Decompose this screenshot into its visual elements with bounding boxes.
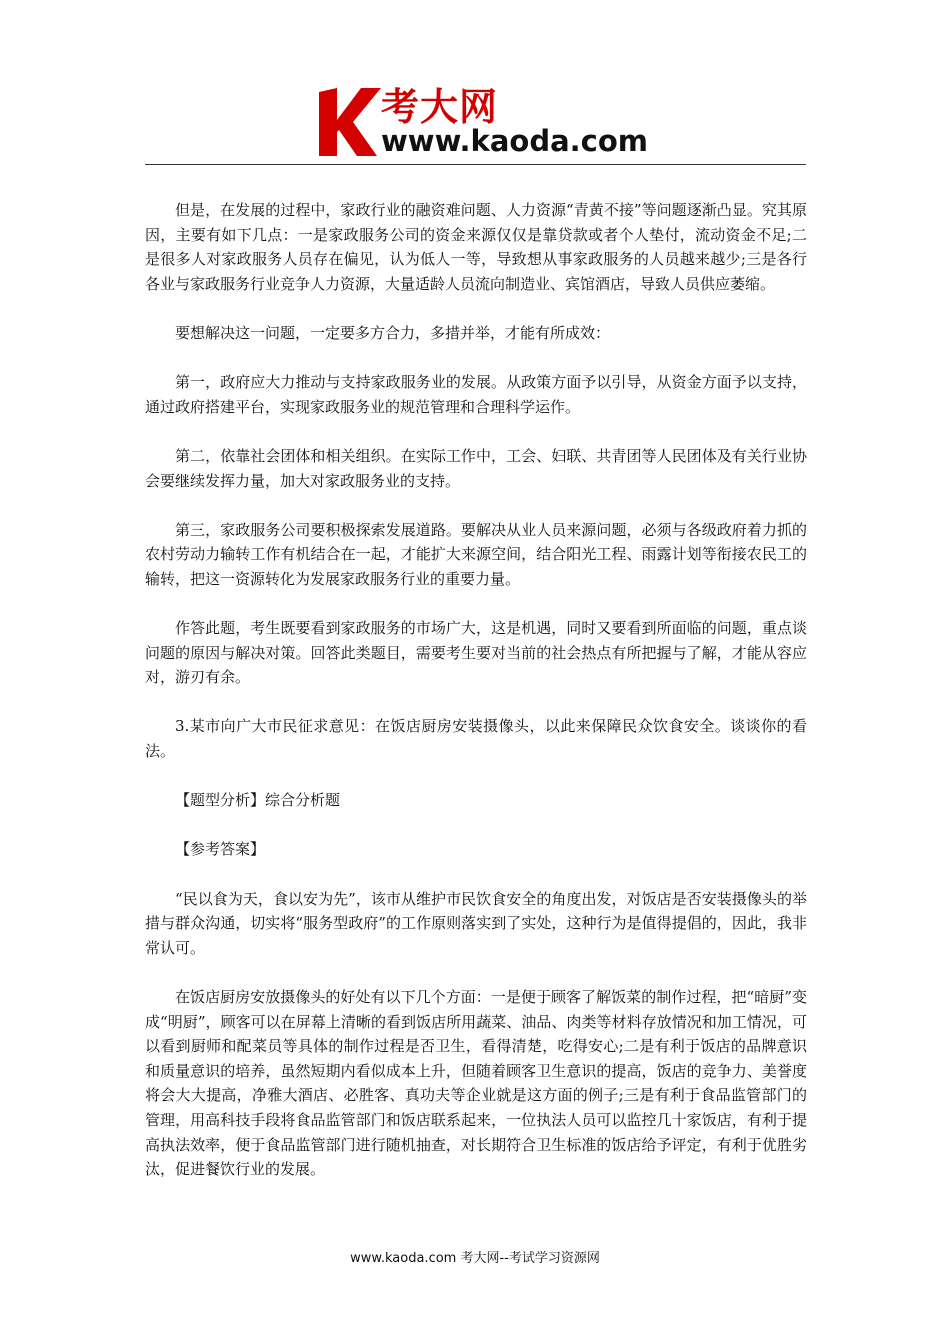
reference-answer-label: 【参考答案】 (175, 840, 266, 859)
paragraph: 作答此题，考生既要看到家政服务的市场广大，这是机遇，同时又要看到所面临的问题，重点谈问题的原因与解决对策。回答此类题目，需要考生要对当前的社会热点有所把握与了解，才能从容应对，游刃有余。 (145, 619, 807, 687)
k-logo-icon (315, 74, 385, 160)
site-logo[interactable] (315, 74, 648, 160)
paragraph: “民以食为天，食以安为先”，该市从维护市民饮食安全的角度出发，对饭店是否安装摄像头的举措与群众沟通，切实将“服务型政府”的工作原则落实到了实处，这种行为是值得提倡的，因此，我非常认可。 (145, 889, 807, 957)
paragraph: 第三，家政服务公司要积极探索发展道路。要解决从业人员来源问题，必须与各级政府着力抓的农村劳动力输转工作有机结合在一起，才能扩大来源空间，结合阳光工程、雨露计划等衔接农民工的输转，把这一资源转化为发展家政服务行业的重要力量。 (145, 520, 807, 588)
paragraph: 在饭店厨房安放摄像头的好处有以下几个方面：一是便于顾客了解饭菜的制作过程，把“暗厨”变成“明厨”，顾客可以在屏幕上清晰的看到饭店所用蔬菜、油品、肉类等材料存放情况和加工情况，可以看到厨师和配菜员等具体的制作过程是否卫生，看得清楚，吃得安心;二是有利于饭店的品牌意识和质量意识的培养，虽然短期内看似成本上升，但随着顾客卫生意识的提高，饭店的竞争力、美誉度将会大大提高，净雅大酒店、必胜客、真功夫等企业就是这方面的例子;三是有利于食品监管部门的管理，用高科技手段将食品监管部门和饭店联系起来，一位执法人员可以监控几十家饭店，有利于提高执法效率，便于食品监管部门进行随机抽查，对长期符合卫生标准的饭店给予评定，有利于优胜劣汰，促进餐饮行业的发展。 (145, 988, 807, 1179)
logo-chinese-name: 考大网 (381, 85, 499, 129)
question-type-label: 【题型分析】综合分析题 (175, 791, 341, 810)
header-divider (145, 164, 806, 165)
paragraph: 但是，在发展的过程中，家政行业的融资难问题、人力资源“青黄不接”等问题逐渐凸显。究其原因，主要有如下几点：一是家政服务公司的资金来源仅仅是靠贷款或者个人垫付，流动资金不足;二是很多人对家政服务人员存在偏见，认为低人一等，导致想从事家政服务的人员越来越少;三是各行各业与家政服务行业竞争人力资源，大量适龄人员流向制造业、宾馆酒店，导致人员供应萎缩。 (145, 201, 807, 293)
paragraph: 第一，政府应大力推动与支持家政服务业的发展。从政策方面予以引导，从资金方面予以支持，通过政府搭建平台，实现家政服务业的规范管理和合理科学运作。 (145, 373, 807, 416)
paragraph: 第二，依靠社会团体和相关组织。在实际工作中，工会、妇联、共青团等人民团体及有关行业协会要继续发挥力量，加大对家政服务业的支持。 (145, 446, 807, 490)
logo-url: www.kaoda.com (381, 124, 648, 158)
page-header (145, 60, 805, 160)
page-footer[interactable]: www.kaoda.com 考大网--考试学习资源网 (350, 1251, 600, 1266)
question-paragraph: 3.某市向广大市民征求意见：在饭店厨房安装摄像头，以此来保障民众饮食安全。谈谈你的看法。 (145, 717, 807, 761)
paragraph: 要想解决这一问题，一定要多方合力，多措并举，才能有所成效： (175, 323, 611, 342)
document-body (145, 198, 807, 1206)
